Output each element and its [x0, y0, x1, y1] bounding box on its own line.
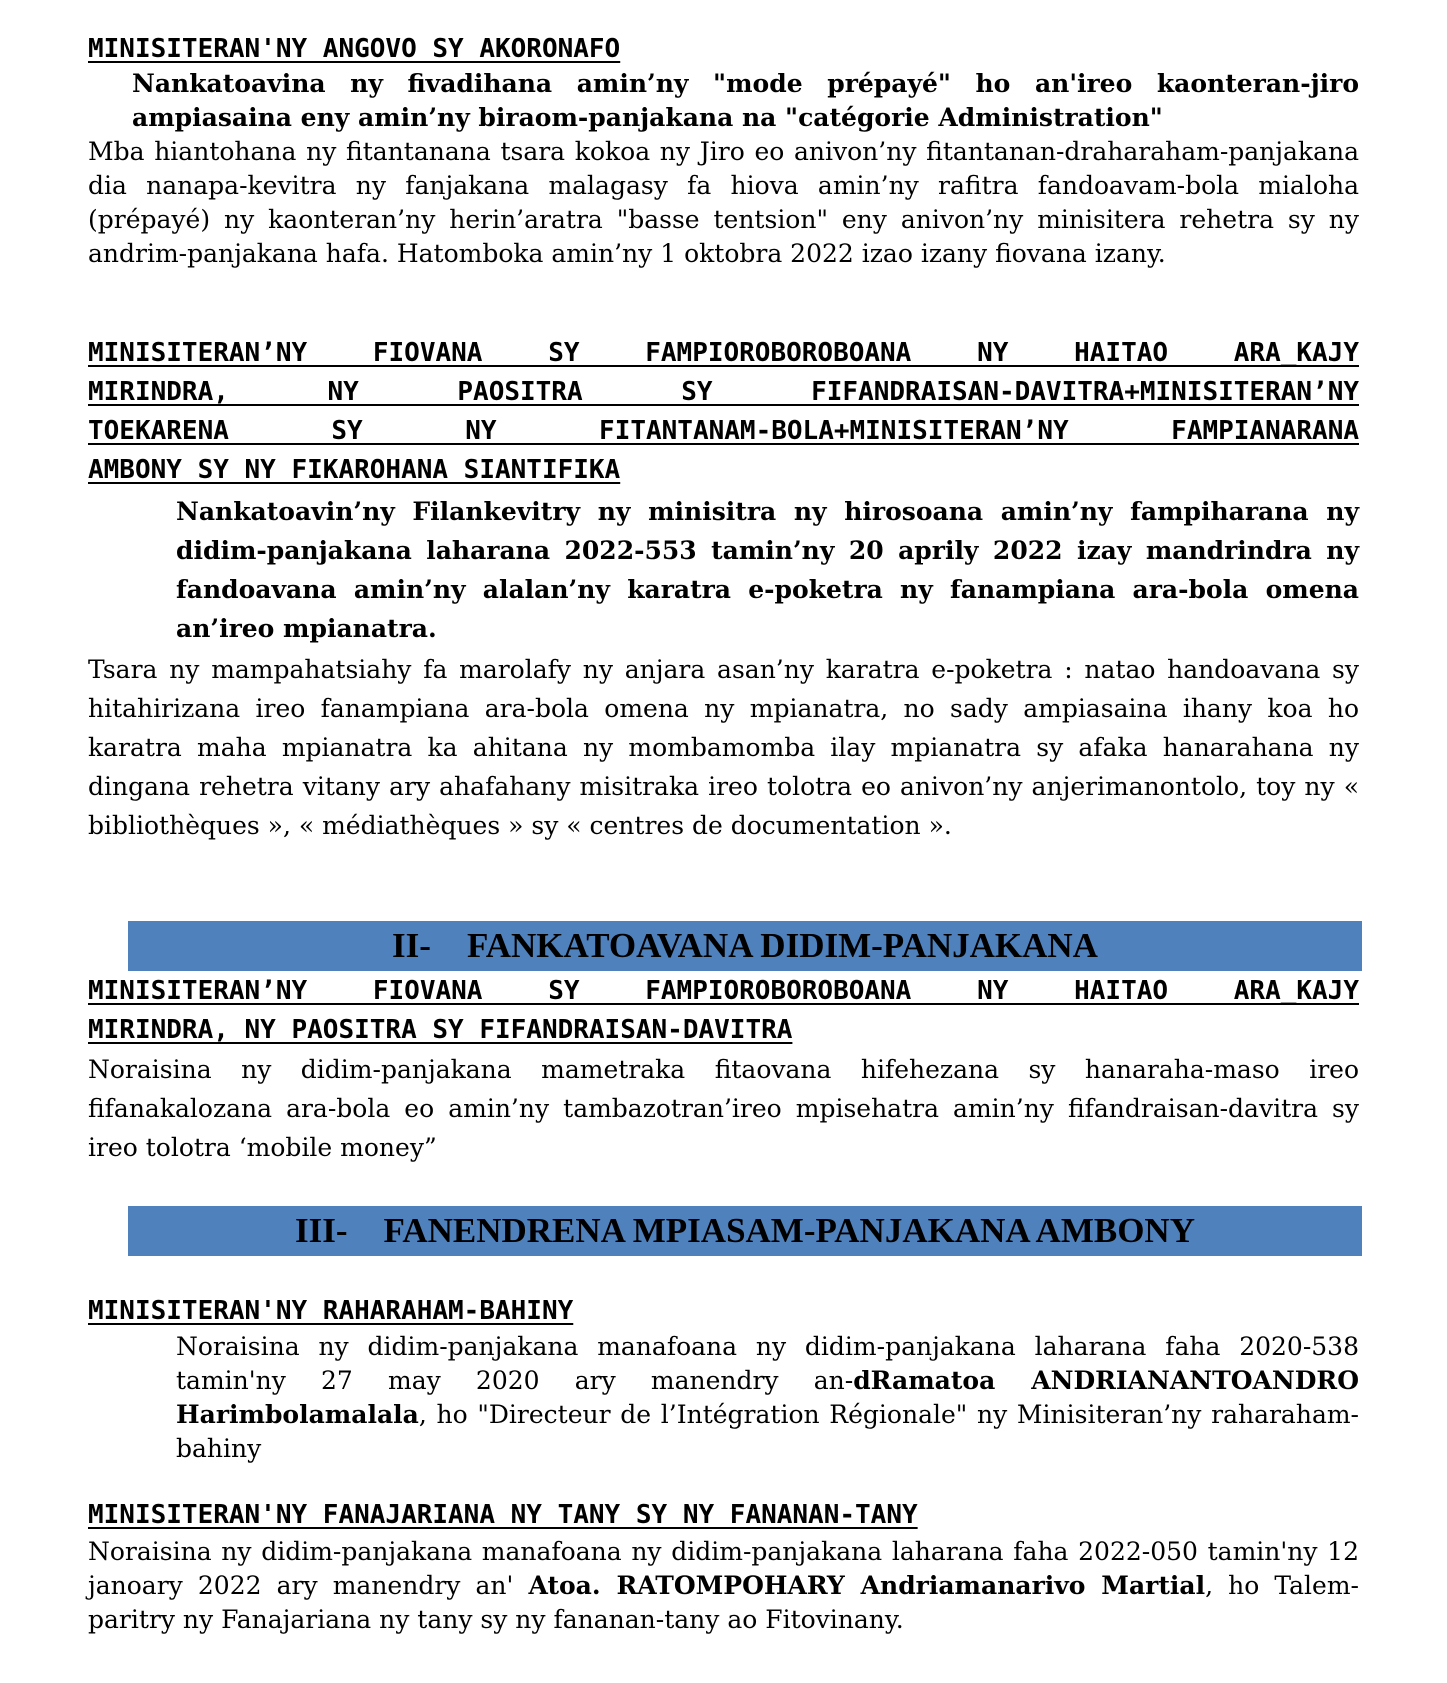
section-body: [176, 1330, 1359, 1466]
section-heading: MINISITERAN'NY ANGOVO SY AKORONAFO: [88, 34, 621, 64]
section-heading-line: MINISITERAN’NY FIOVANA SY FAMPIOROBOROBOANA NY HAITAO ARA_KAJY: [88, 976, 1359, 1006]
body-text: , ho "Directeur de l’Intégration Régionale" ny Minisiteran’ny raharaham-bahiny: [176, 1400, 1359, 1463]
band-title: FANENDRENA MPIASAM-PANJAKANA AMBONY: [383, 1211, 1195, 1250]
section-heading-line: AMBONY SY NY FIKAROHANA SIANTIFIKA: [88, 455, 621, 485]
section-heading-line: TOEKARENA SY NY FITANTANAM-BOLA+MINISITERAN’NY FAMPIANARANA: [88, 416, 1359, 446]
section-raharaham-bahiny-body: [176, 1330, 1359, 1466]
section-fiovana-e-poketra: [88, 334, 1359, 845]
section-fanajariana: [88, 1496, 1359, 1637]
section-subtitle: Nankatoavin’ny Filankevitry ny minisitra ny hirosoana amin’ny fampiharana ny didim-panjakana laharana 2022-553 tamin’ny 20 aprily 2022 izay mandrindra ny fandoavana amin’ny alalan’ny karatra e-poketra ny fanampiana ara-bola omena an’ireo mpianatra.: [176, 497, 1359, 643]
section-band-fankatoavana: [128, 921, 1362, 971]
body-text: , ho Talem-paritry ny Fanajariana ny tany sy ny fananan-tany ao Fitovinany.: [88, 1571, 1359, 1634]
section-band-fanendrena: [128, 1206, 1362, 1256]
body-text: Noraisina ny didim-panjakana manafoana ny didim-panjakana laharana faha 2020-538 tamin'ny 27 may 2020 ary manendry an-: [176, 1332, 1359, 1395]
section-body: [88, 1535, 1359, 1637]
section-heading: MINISITERAN'NY RAHARAHAM-BAHINY: [88, 1296, 574, 1326]
section-body: Tsara ny mampahatsiahy fa marolafy ny anjara asan’ny karatra e-poketra : natao handoavana sy hitahirizana ireo fanampiana ara-bola omena ny mpianatra, no sady ampiasaina ihany koa ho karatra maha mpianatra ka ahitana ny mombamomba ilay mpianatra sy afaka hanarahana ny dingana rehetra vitany ary ahafahany misitraka ireo tolotra eo anivon’ny anjerimanontolo, toy ny « bibliothèques », « médiathèques » sy « centres de documentation ».: [88, 655, 1359, 840]
section-heading-line: MINISITERAN’NY FIOVANA SY FAMPIOROBOROBOANA NY HAITAO ARA_KAJY: [88, 338, 1359, 368]
section-angovo: [88, 30, 1359, 271]
band-title: FANKATOAVANA DIDIM-PANJAKANA: [466, 926, 1098, 965]
section-heading-line: MIRINDRA, NY PAOSITRA SY FIFANDRAISAN-DAVITRA: [88, 1015, 793, 1045]
section-raharaham-bahiny: [88, 1292, 1359, 1331]
band-number: II-: [392, 926, 431, 965]
section-heading: MINISITERAN'NY FANAJARIANA NY TANY SY NY FANANAN-TANY: [88, 1500, 918, 1530]
section-body: Mba hiantohana ny fitantanana tsara kokoa ny Jiro eo anivon’ny fitantanan-draharaham-panjakana dia nanapa-kevitra ny fanjakana malagasy fa hiova amin’ny rafitra fandoavam-bola mialoha (prépayé) ny kaonteran’ny herin’aratra "basse tentsion" eny anivon’ny minisitera rehetra sy ny andrim-panjakana hafa. Hatomboka amin’ny 1 oktobra 2022 izao izany fiovana izany.: [88, 137, 1359, 268]
section-heading-line: MIRINDRA, NY PAOSITRA SY FIFANDRAISAN-DAVITRA+MINISITERAN’NY: [88, 377, 1359, 407]
appointee-name: dRamatoa ANDRIANANTOANDRO Harimbolamalala: [176, 1366, 1359, 1429]
section-mobile-money: [88, 972, 1359, 1167]
appointee-name: Atoa. RATOMPOHARY Andriamanarivo Martial: [528, 1571, 1206, 1600]
section-subtitle: Nankatoavina ny fivadihana amin’ny "mode prépayé" ho an'ireo kaonteran-jiro ampiasaina eny amin’ny biraom-panjakana na "catégorie Administration": [132, 69, 1359, 132]
section-body: Noraisina ny didim-panjakana mametraka fitaovana hifehezana sy hanaraha-maso ireo fifanakalozana ara-bola eo amin’ny tambazotran’ireo mpisehatra amin’ny fifandraisan-davitra sy ireo tolotra ‘mobile money”: [88, 1055, 1359, 1162]
body-text: Noraisina ny didim-panjakana manafoana ny didim-panjakana laharana faha 2022-050 tamin'ny 12 janoary 2022 ary manendry an': [88, 1537, 1359, 1600]
band-number: III-: [295, 1211, 348, 1250]
